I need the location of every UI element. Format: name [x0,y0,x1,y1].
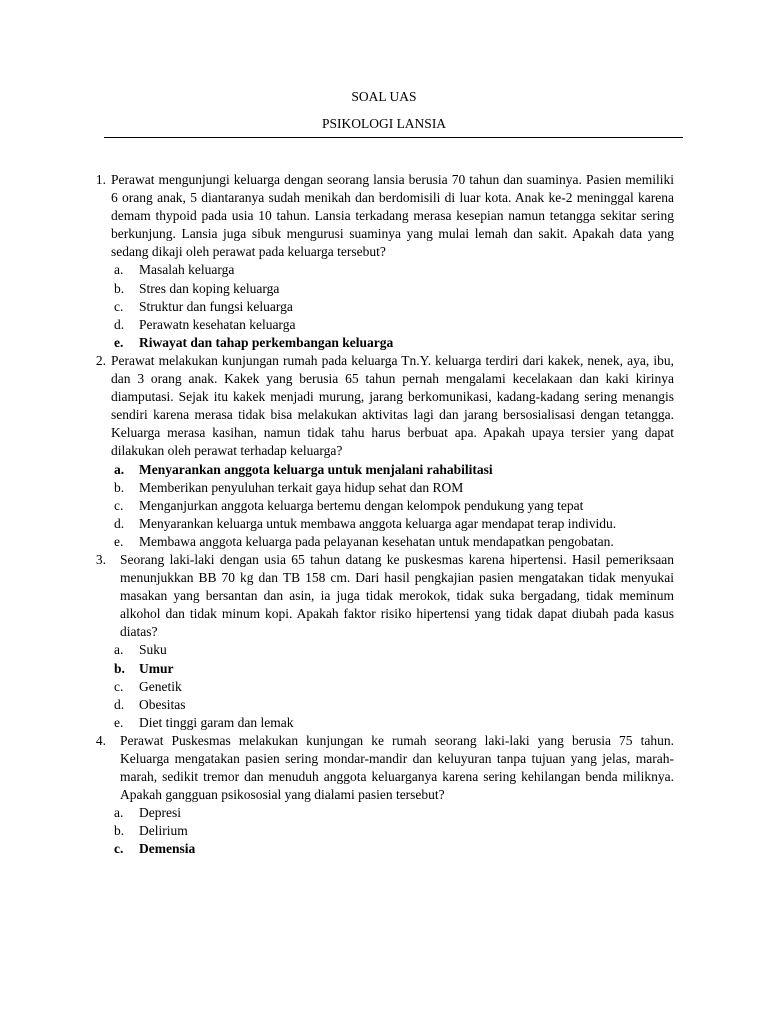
question-1 [0,171,768,261]
option-item [114,822,674,840]
title-divider [104,137,683,138]
option-letter: c. [114,841,124,857]
option-item [114,316,674,334]
option-letter: e. [114,334,124,350]
option-letter: a. [114,642,124,658]
option-item [114,479,674,497]
option-text: Riwayat dan tahap perkembangan keluarga [139,334,394,350]
option-item [114,515,674,533]
option-item [114,714,674,732]
option-letter: c. [114,497,124,513]
option-text: Genetik [139,678,182,694]
option-text: Demensia [139,841,196,857]
option-item [114,280,674,298]
option-item [114,804,674,822]
option-item [114,641,674,659]
question-text: Perawat melakukan kunjungan rumah pada keluarga Tn.Y. keluarga terdiri dari kakek, nenek, aya, ibu, dan 3 orang anak. Kakek yang berusia 65 tahun pernah mengalami kecelakaan dan kaki kirinya diamputasi. Sejak itu kakek menjadi murung, jarang berkomunikasi, kadang-kadang sering menangis sendiri karena merasa tidak bisa melakukan aktivitas lagi dan jarang bersosialisasi dengan tetangga. Keluarga merasa kasihan, namun tidak tahu harus berbuat apa. Apakah upaya tersier yang dapat dilakukan oleh perawat terhadap keluarga? [111,352,674,459]
question-number: 4. [95,732,106,748]
option-letter: d. [114,696,125,712]
option-letter: a. [114,461,125,477]
option-text: Delirium [139,823,188,839]
option-item [114,678,674,696]
option-text: Diet tinggi garam dan lemak [139,714,294,730]
question-number: 1. [95,172,106,187]
option-item [114,261,674,279]
question-3 [0,551,768,641]
question-text: Perawat Puskesmas melakukan kunjungan ke rumah seorang laki-laki yang berusia 75 tahun. Keluarga mengatakan pasien sering mondar-mandir dan keluyuran tanpa tujuan yang jelas, marah-marah, sedikit tremor dan menuduh anggota keluarganya karena sering kehilangan benda miliknya. Apakah gangguan psikososial yang dialami pasien tersebut? [120,732,674,803]
option-letter: e. [114,714,124,730]
option-letter: d. [114,515,125,531]
option-text: Menyarankan anggota keluarga untuk menjalani rahabilitasi [139,461,493,477]
option-text: Depresi [139,805,181,821]
option-letter: d. [114,316,125,332]
option-text: Membawa anggota keluarga pada pelayanan kesehatan untuk mendapatkan pengobatan. [139,533,614,549]
option-item [114,298,674,316]
option-item-answer [114,660,674,678]
document-title: SOAL UAS [351,89,417,104]
option-item-answer [114,461,674,479]
option-text: Stres dan koping keluarga [139,280,280,296]
options-question-4 [0,804,768,858]
question-2 [0,352,768,461]
options-question-1 [0,261,768,351]
document-subtitle: PSIKOLOGI LANSIA [321,116,447,131]
option-item [114,497,674,515]
option-text: Obesitas [139,696,186,712]
question-number: 2. [95,352,106,368]
options-question-2 [0,461,768,551]
option-letter: a. [114,805,124,821]
option-letter: e. [114,533,124,549]
option-letter: c. [114,298,124,314]
option-text: Menyarankan keluarga untuk membawa anggota keluarga agar mendapat terap individu. [139,515,617,531]
option-letter: b. [114,280,125,296]
question-number: 3. [95,551,106,567]
option-item-answer [114,840,674,858]
option-text: Suku [139,642,167,658]
option-text: Umur [139,660,174,676]
option-text: Perawatn kesehatan keluarga [139,316,296,332]
question-4 [0,732,768,804]
option-text: Memberikan penyuluhan terkait gaya hidup sehat dan ROM [139,479,464,495]
option-letter: a. [114,262,124,278]
option-letter: c. [114,678,124,694]
question-list [0,171,768,859]
option-text: Menganjurkan anggota keluarga bertemu dengan kelompok pendukung yang tepat [139,497,584,513]
option-text: Masalah keluarga [139,262,235,278]
option-item [114,696,674,714]
option-item-answer [114,334,674,352]
option-letter: b. [114,479,125,495]
question-text: Perawat mengunjungi keluarga dengan seorang lansia berusia 70 tahun dan suaminya. Pasien memiliki 6 orang anak, 5 diantaranya sudah menikah dan berdomisili di luar kota. Anak ke-2 meninggal karena demam thypoid pada usia 10 tahun. Lansia terkadang merasa kesepian namun tetangga sekitar sering berkunjung. Lansia juga sibuk mengurusi suaminya yang mulai lemah dan sakit. Apakah data yang sedang dikaji oleh perawat pada keluarga tersebut? [111,172,674,260]
options-question-3 [0,641,768,731]
option-item [114,533,674,551]
option-text: Struktur dan fungsi keluarga [139,298,293,314]
option-letter: b. [114,823,125,839]
option-letter: b. [114,660,125,676]
question-text: Seorang laki-laki dengan usia 65 tahun datang ke puskesmas karena hipertensi. Hasil pemeriksaan menunjukkan BB 70 kg dan TB 158 cm. Dari hasil pengkajian pasien mengatakan tidak menyukai masakan yang bersantan dan asin, ia juga tidak merokok, tidak suka bergadang, tidak meminum alkohol dan tidak minum kopi. Apakah faktor risiko hipertensi yang tidak dapat diubah pada kasus diatas? [120,551,674,640]
